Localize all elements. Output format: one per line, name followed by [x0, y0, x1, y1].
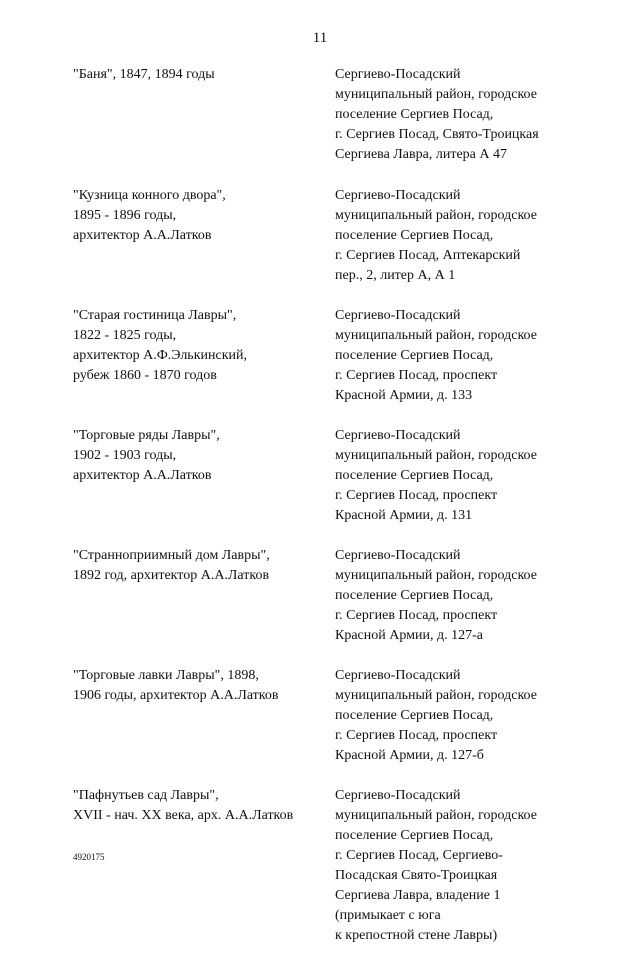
object-name-line: "Баня", 1847, 1894 годы	[73, 67, 215, 82]
object-name-cell	[73, 426, 335, 526]
object-name-cell	[73, 666, 335, 766]
location-line: Красной Армии, д. 127-б	[335, 748, 484, 763]
entry-row	[73, 786, 633, 946]
location-line: г. Сергиев Посад, проспект	[335, 728, 498, 743]
location-cell	[335, 546, 567, 646]
location-line: Сергиева Лавра, владение 1	[335, 888, 501, 903]
location-line: муниципальный район, городское	[335, 808, 537, 823]
location-line: Сергиево-Посадский	[335, 788, 461, 803]
location-cell	[335, 666, 567, 766]
object-name-line: "Старая гостиница Лавры",	[73, 308, 237, 323]
location-line: Сергиево-Посадский	[335, 308, 461, 323]
object-name-line: архитектор А.Ф.Элькинский,	[73, 348, 247, 363]
object-name-cell	[73, 546, 335, 646]
object-name-line: рубеж 1860 - 1870 годов	[73, 368, 217, 383]
location-line: Сергиево-Посадский	[335, 668, 461, 683]
location-line: г. Сергиев Посад, проспект	[335, 608, 498, 623]
location-line: Красной Армии, д. 131	[335, 508, 473, 523]
location-line: г. Сергиев Посад, Сергиево-	[335, 848, 503, 863]
object-name-line: архитектор А.А.Латков	[73, 468, 212, 483]
location-cell	[335, 786, 567, 946]
object-name-cell	[73, 65, 335, 165]
object-name-line: 1822 - 1825 годы,	[73, 328, 177, 343]
location-line: Красной Армии, д. 127-а	[335, 628, 483, 643]
location-line: муниципальный район, городское	[335, 568, 537, 583]
location-line: Сергиево-Посадский	[335, 428, 461, 443]
location-line: Сергиево-Посадский	[335, 188, 461, 203]
location-line: Сергиево-Посадский	[335, 548, 461, 563]
entry-row	[73, 666, 633, 766]
location-line: г. Сергиев Посад, проспект	[335, 368, 498, 383]
object-name-line: "Странноприимный дом Лавры",	[73, 548, 270, 563]
location-line: г. Сергиев Посад, Аптекарский	[335, 248, 521, 263]
location-cell	[335, 426, 567, 526]
location-line: муниципальный район, городское	[335, 688, 537, 703]
location-line: поселение Сергиев Посад,	[335, 228, 494, 243]
entry-row	[73, 546, 633, 646]
location-line: поселение Сергиев Посад,	[335, 828, 494, 843]
object-name-cell	[73, 186, 335, 286]
location-cell	[335, 65, 567, 165]
document-code: 4920175	[73, 852, 105, 862]
location-line: Красной Армии, д. 133	[335, 388, 473, 403]
page-number: 11	[312, 30, 328, 46]
location-line: муниципальный район, городское	[335, 208, 537, 223]
object-name-cell	[73, 786, 335, 946]
entry-row	[73, 306, 633, 406]
object-name-line: 1906 годы, архитектор А.А.Латков	[73, 688, 279, 703]
object-name-line: "Кузница конного двора",	[73, 188, 226, 203]
object-name-line: архитектор А.А.Латков	[73, 228, 212, 243]
entry-row	[73, 426, 633, 526]
location-line: г. Сергиев Посад, проспект	[335, 488, 498, 503]
object-name-cell	[73, 306, 335, 406]
entry-row	[73, 65, 633, 165]
entry-row	[73, 186, 633, 286]
location-line: к крепостной стене Лавры)	[335, 928, 498, 943]
entries-list	[73, 65, 633, 966]
location-line: пер., 2, литер А, А 1	[335, 268, 456, 283]
object-name-line: 1892 год, архитектор А.А.Латков	[73, 568, 270, 583]
location-line: поселение Сергиев Посад,	[335, 468, 494, 483]
location-line: поселение Сергиев Посад,	[335, 107, 494, 122]
location-line: поселение Сергиев Посад,	[335, 588, 494, 603]
location-line: муниципальный район, городское	[335, 448, 537, 463]
object-name-line: 1902 - 1903 годы,	[73, 448, 177, 463]
location-line: г. Сергиев Посад, Свято-Троицкая	[335, 127, 539, 142]
location-line: Сергиево-Посадский	[335, 67, 461, 82]
location-line: поселение Сергиев Посад,	[335, 348, 494, 363]
location-line: (примыкает с юга	[335, 908, 441, 923]
location-line: муниципальный район, городское	[335, 87, 537, 102]
location-line: муниципальный район, городское	[335, 328, 537, 343]
location-line: Посадская Свято-Троицкая	[335, 868, 498, 883]
object-name-line: "Пафнутьев сад Лавры",	[73, 788, 219, 803]
object-name-line: "Торговые лавки Лавры", 1898,	[73, 668, 259, 683]
location-line: Сергиева Лавра, литера А 47	[335, 147, 507, 162]
object-name-line: XVII - нач. XX века, арх. А.А.Латков	[73, 808, 294, 823]
object-name-line: 1895 - 1896 годы,	[73, 208, 177, 223]
location-cell	[335, 186, 567, 286]
location-cell	[335, 306, 567, 406]
location-line: поселение Сергиев Посад,	[335, 708, 494, 723]
object-name-line: "Торговые ряды Лавры",	[73, 428, 220, 443]
